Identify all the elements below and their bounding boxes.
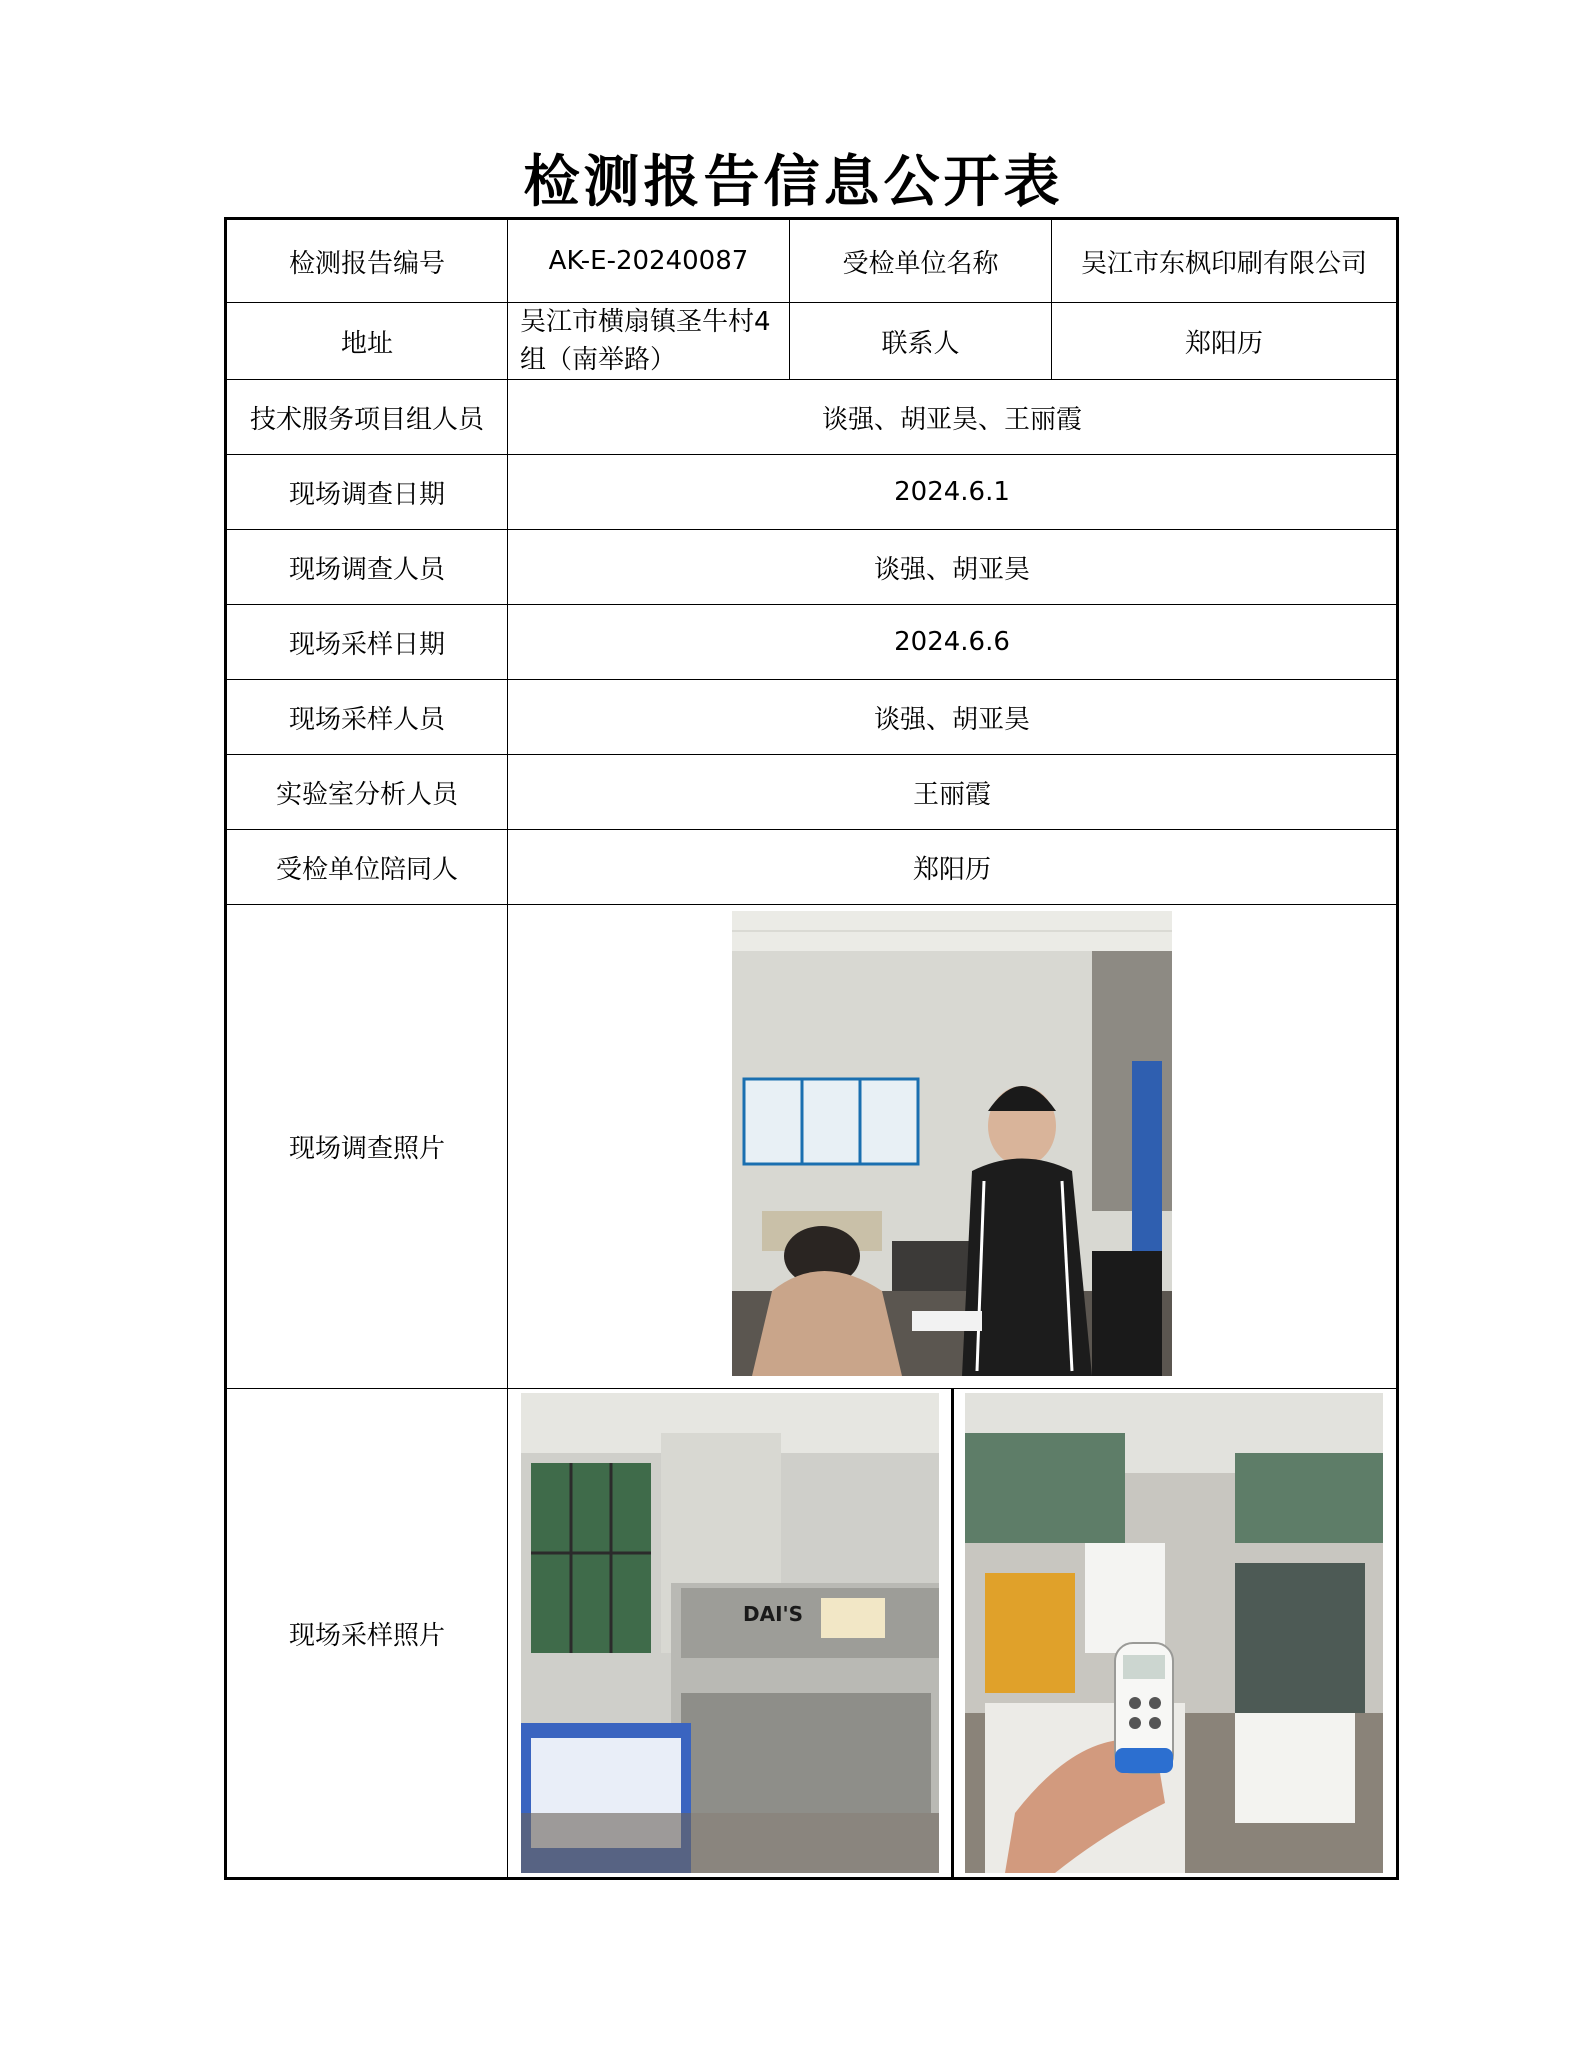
table-row xyxy=(226,303,1398,380)
cutter-brand-text: DAI'S xyxy=(743,1602,804,1626)
sampling-date-label: 现场采样日期 xyxy=(226,605,508,680)
lab-staff-value: 王丽霞 xyxy=(508,755,1398,830)
sampling-staff-value: 谈强、胡亚昊 xyxy=(508,680,1398,755)
survey-photo xyxy=(732,911,1172,1376)
lab-staff-label: 实验室分析人员 xyxy=(226,755,508,830)
table-row xyxy=(226,455,1398,530)
table-row xyxy=(226,1389,1398,1879)
unit-name-value: 吴江市东枫印刷有限公司 xyxy=(1052,219,1398,303)
unit-name-label: 受检单位名称 xyxy=(790,219,1052,303)
table-row xyxy=(226,605,1398,680)
survey-photo-label: 现场调查照片 xyxy=(226,905,508,1389)
survey-date-label: 现场调查日期 xyxy=(226,455,508,530)
survey-staff-value: 谈强、胡亚昊 xyxy=(508,530,1398,605)
survey-staff-label: 现场调查人员 xyxy=(226,530,508,605)
contact-value: 郑阳历 xyxy=(1052,303,1398,380)
table-row xyxy=(226,380,1398,455)
table-row xyxy=(226,905,1398,1389)
page-title: 检测报告信息公开表 xyxy=(523,150,1064,215)
escort-value: 郑阳历 xyxy=(508,830,1398,905)
sampling-staff-label: 现场采样人员 xyxy=(226,680,508,755)
sampling-photo-label: 现场采样照片 xyxy=(226,1389,508,1879)
contact-label: 联系人 xyxy=(790,303,1052,380)
escort-label: 受检单位陪同人 xyxy=(226,830,508,905)
table-row xyxy=(226,219,1398,303)
sampling-photo-meter xyxy=(965,1393,1383,1873)
sampling-photo-cutter xyxy=(521,1393,939,1873)
team-value: 谈强、胡亚昊、王丽霞 xyxy=(508,380,1398,455)
photo-divider xyxy=(951,1389,954,1877)
sampling-date-value: 2024.6.6 xyxy=(508,605,1398,680)
survey-photo-cell xyxy=(508,905,1398,1389)
report-no-value: AK-E-20240087 xyxy=(508,219,790,303)
survey-date-value: 2024.6.1 xyxy=(508,455,1398,530)
table-row xyxy=(226,755,1398,830)
address-value: 吴江市横扇镇圣牛村4组（南举路） xyxy=(508,303,790,380)
table-row xyxy=(226,530,1398,605)
team-label: 技术服务项目组人员 xyxy=(226,380,508,455)
report-no-label: 检测报告编号 xyxy=(226,219,508,303)
table-row xyxy=(226,680,1398,755)
address-label: 地址 xyxy=(226,303,508,380)
table-row xyxy=(226,830,1398,905)
info-table xyxy=(224,217,1399,1880)
sampling-photo-cell xyxy=(508,1389,1398,1879)
